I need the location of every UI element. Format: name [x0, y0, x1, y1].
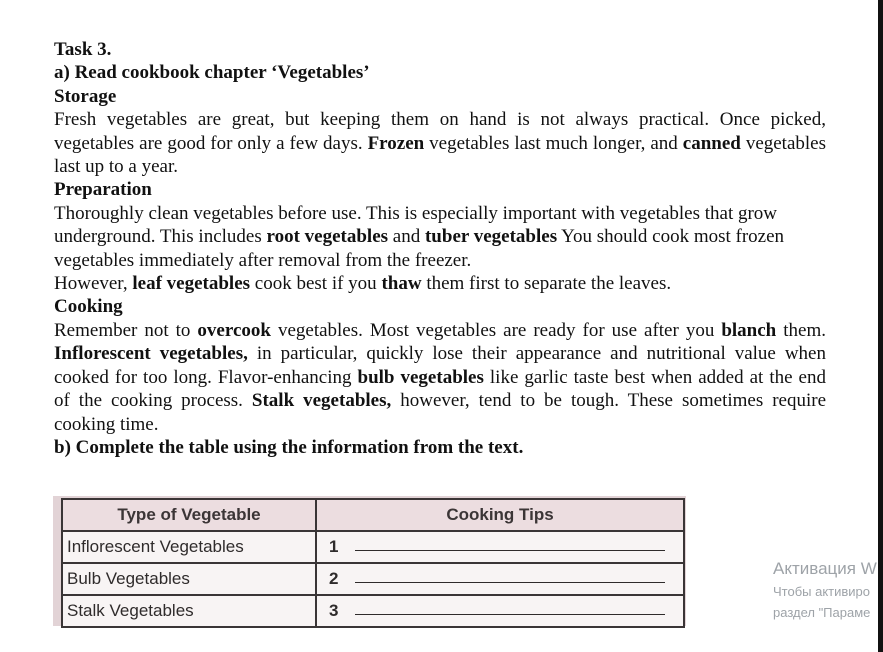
cooking-heading: Cooking [54, 296, 123, 318]
windows-activation-watermark [773, 557, 883, 623]
table-row [62, 595, 684, 627]
header-type-of-vegetable: Type of Vegetable [62, 499, 316, 531]
cooking-paragraph: Remember not to overcook vegetables. Most vegetables are ready for use after you blanch them. Inflorescent vegetables, in particular, quickly lose their appearance and nutritional value when cooked for too long. Flavor-enhancing bulb vegetables like garlic taste best when added at the end of the cooking process. Stalk vegetables, however, tend to be tough. These sometimes require cooking time. [54, 319, 827, 435]
vegetable-type-cell: Bulb Vegetables [62, 563, 316, 595]
answer-blank-line [355, 582, 665, 583]
row-number: 2 [329, 569, 339, 588]
table-row [62, 531, 684, 563]
answer-blank-line [355, 614, 665, 615]
cooking-tip-cell [316, 531, 684, 563]
watermark-line-2: Чтобы активиро [773, 584, 871, 599]
storage-heading: Storage [54, 85, 117, 107]
vegetable-type-cell: Stalk Vegetables [62, 595, 316, 627]
table-row [62, 563, 684, 595]
cooking-tips-table-image [53, 496, 686, 626]
header-cooking-tips: Cooking Tips [316, 499, 684, 531]
table-header-row [62, 499, 684, 531]
watermark-line-1: Активация W [773, 559, 877, 578]
row-number: 3 [329, 601, 339, 620]
answer-blank-line [355, 550, 665, 551]
cooking-tip-cell [316, 595, 684, 627]
vegetable-type-cell: Inflorescent Vegetables [62, 531, 316, 563]
window-edge [878, 0, 883, 652]
part-b-instruction: b) Complete the table using the information from the text. [54, 436, 524, 458]
watermark-line-3: раздел "Параме [773, 605, 871, 620]
task-document [54, 38, 826, 459]
preparation-paragraph: Thoroughly clean vegetables before use. This is especially important with vegetables that grow underground. This includes root vegetables and tuber vegetables You should cook most frozen vegetables immediately after removal from the freezer. However, leaf vegetables cook best if you thaw them first to separate the leaves. [54, 202, 785, 295]
preparation-heading: Preparation [54, 179, 152, 201]
row-number: 1 [329, 537, 339, 556]
cooking-tips-table [61, 498, 685, 628]
part-a-instruction: a) Read cookbook chapter ‘Vegetables’ [54, 62, 370, 84]
storage-paragraph: Fresh vegetables are great, but keeping them on hand is not always practical. Once picked, vegetables are good for only a few days. Frozen vegetables last much longer, and canned vegetables last up to a year. [54, 109, 826, 178]
task-title: Task 3. [54, 39, 112, 60]
cooking-tip-cell [316, 563, 684, 595]
